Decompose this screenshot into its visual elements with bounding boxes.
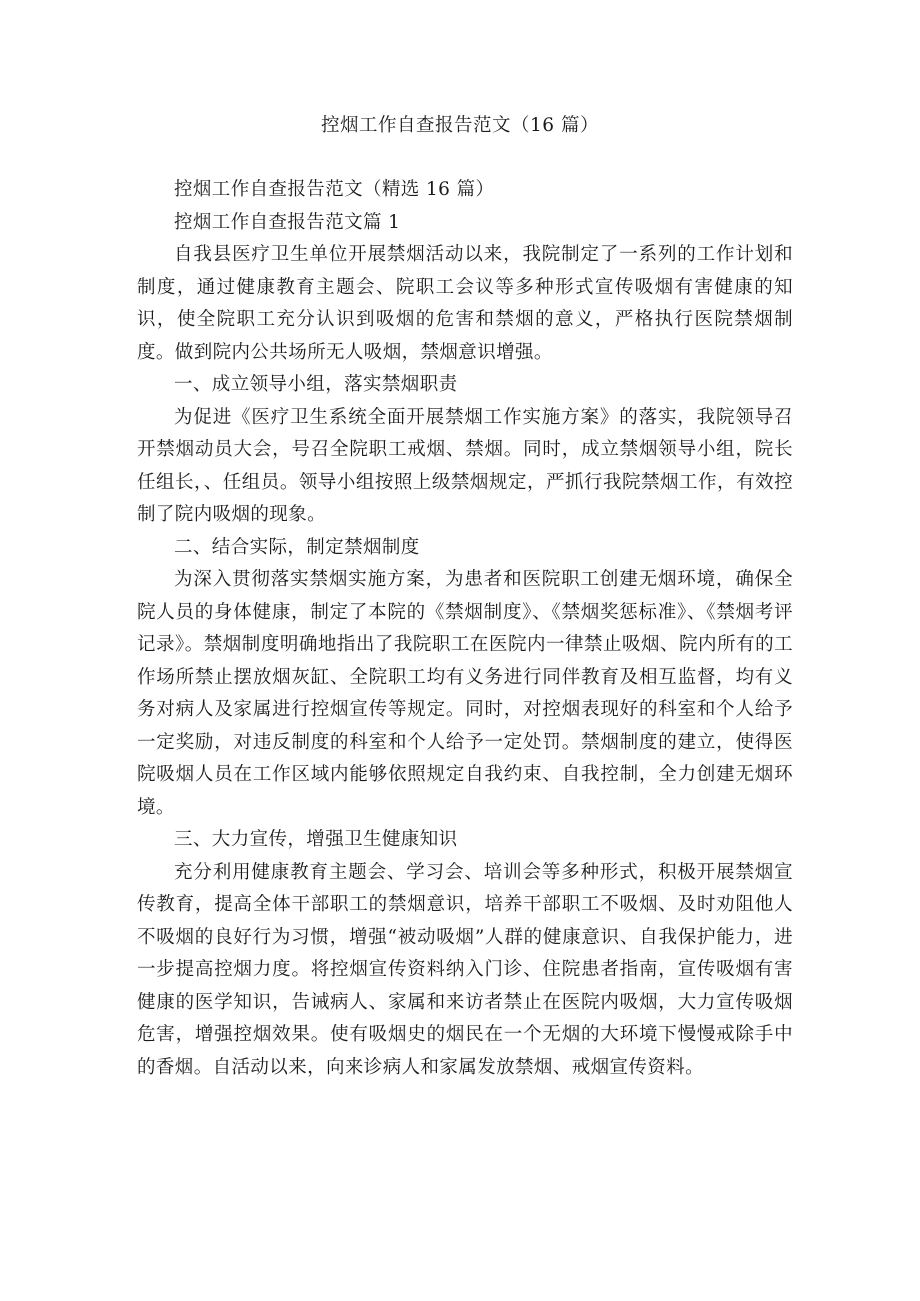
- paragraph-leadership-group: 为促进《医疗卫生系统全面开展禁烟工作实施方案》的落实，我院领导召开禁烟动员大会，号召全院职工戒烟、禁烟。同时，成立禁烟领导小组，院长任组长，、任组员。领导小组按照上级禁烟规定，严抓行我院禁烟工作，有效控制了院内吸烟的现象。: [137, 406, 793, 525]
- document-subtitle: 控烟工作自查报告范文（精选 16 篇）: [174, 179, 495, 200]
- paragraph-publicity: 充分利用健康教育主题会、学习会、培训会等多种形式，积极开展禁烟宣传教育，提高全体干部职工的禁烟意识，培养干部职工不吸烟、及时劝阻他人不吸烟的良好行为习惯，增强“被动吸烟”人群的健康意识、自我保护能力，进一步提高控烟力度。将控烟宣传资料纳入门诊、住院患者指南，宣传吸烟有害健康的医学知识，告诫病人、家属和来访者禁止在医院内吸烟，大力宣传吸烟危害，增强控烟效果。使有吸烟史的烟民在一个无烟的大环境下慢慢戒除手中的香烟。自活动以来，向来诊病人和家属发放禁烟、戒烟宣传资料。: [137, 861, 793, 1078]
- intro-paragraph: 自我县医疗卫生单位开展禁烟活动以来，我院制定了一系列的工作计划和制度，通过健康教育主题会、院职工会议等多种形式宣传吸烟有害健康的知识，使全院职工充分认识到吸烟的危害和禁烟的意义，严格执行医院禁烟制度。做到院内公共场所无人吸烟，禁烟意识增强。: [137, 244, 793, 363]
- document-body: [137, 174, 793, 1084]
- heading-publicity: 三、大力宣传，增强卫生健康知识: [174, 829, 458, 850]
- section-title: 控烟工作自查报告范文篇 1: [174, 211, 401, 233]
- heading-smoking-rules: 二、结合实际，制定禁烟制度: [174, 536, 420, 558]
- heading-leadership-group: 一、成立领导小组，落实禁烟职责: [174, 374, 458, 395]
- paragraph-smoking-rules: 为深入贯彻落实禁烟实施方案，为患者和医院职工创建无烟环境，确保全院人员的身体健康，制定了本院的《禁烟制度》、《禁烟奖惩标准》、《禁烟考评记录》。禁烟制度明确地指出了我院职工在医院内一律禁止吸烟、院内所有的工作场所禁止摆放烟灰缸、全院职工均有义务进行同伴教育及相互监督，均有义务对病人及家属进行控烟宣传等规定。同时，对控烟表现好的科室和个人给予一定奖励，对违反制度的科室和个人给予一定处罚。禁烟制度的建立，使得医院吸烟人员在工作区域内能够依照规定自我约束、自我控制，全力创建无烟环境。: [137, 569, 793, 818]
- document-title: 控烟工作自查报告范文（16 篇）: [321, 115, 599, 136]
